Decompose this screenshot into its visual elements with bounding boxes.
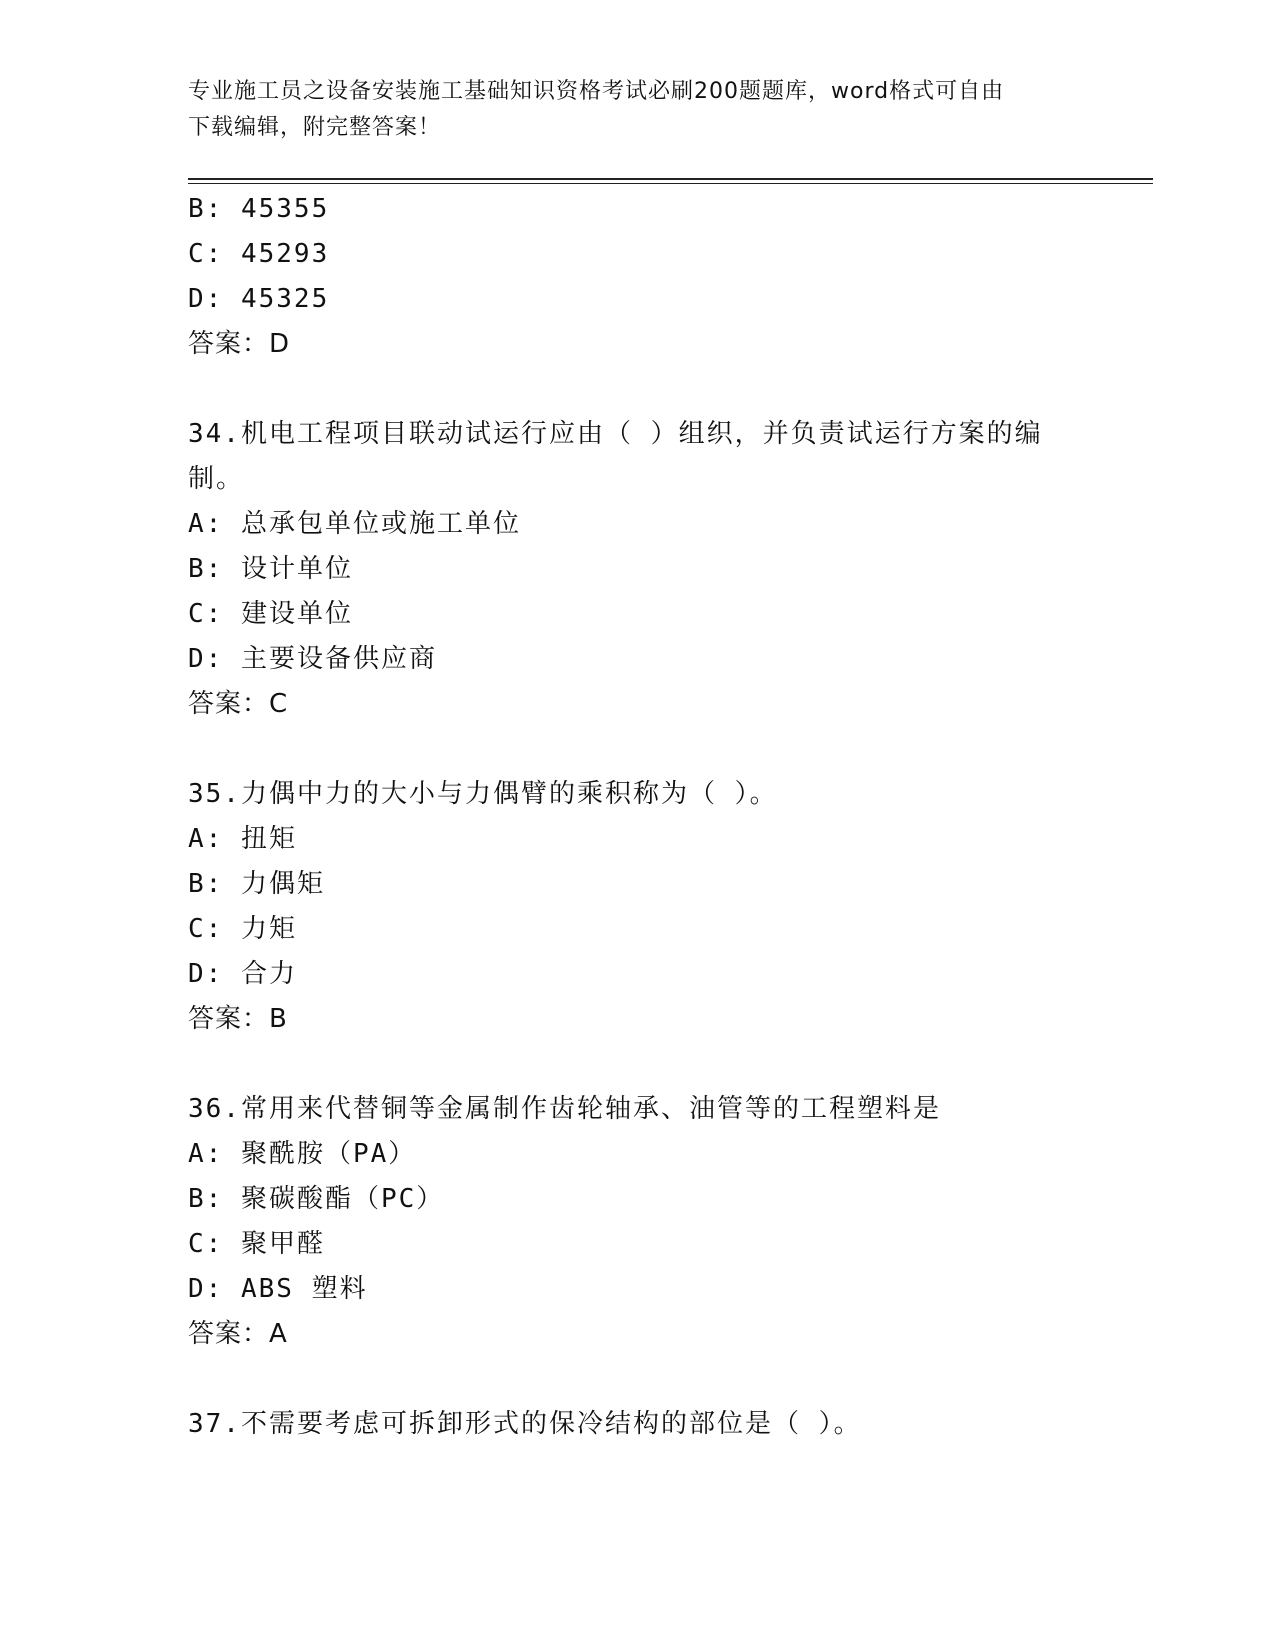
q36-option-a: A: 聚酰胺（PA） [188, 1139, 417, 1169]
q34-option-b: B: 设计单位 [188, 554, 353, 584]
header-line-2: 下载编辑，附完整答案！ [188, 115, 442, 140]
q34-option-d: D: 主要设备供应商 [188, 644, 437, 674]
q36-option-c: C: 聚甲醛 [188, 1229, 325, 1259]
prev-answer: 答案：D [188, 329, 291, 359]
q35-option-d: D: 合力 [188, 959, 297, 989]
q34-option-a: A: 总承包单位或施工单位 [188, 509, 521, 539]
q37-stem: 37.不需要考虑可拆卸形式的保冷结构的部位是（ ）。 [188, 1409, 862, 1439]
q35-option-b: B: 力偶矩 [188, 869, 325, 899]
q36-option-b: B: 聚碳酸酯（PC） [188, 1184, 445, 1214]
q35-answer: 答案：B [188, 1004, 288, 1034]
prev-option-c: C: 45293 [188, 239, 330, 269]
q34-stem-line2: 制。 [188, 464, 245, 494]
header-divider-bottom [188, 183, 1153, 184]
q34-answer: 答案：C [188, 689, 289, 719]
prev-option-d: D: 45325 [188, 284, 330, 314]
q36-answer: 答案：A [188, 1319, 288, 1349]
q34-option-c: C: 建设单位 [188, 599, 353, 629]
q35-stem: 35.力偶中力的大小与力偶臂的乘积称为（ ）。 [188, 779, 778, 809]
q35-option-c: C: 力矩 [188, 914, 297, 944]
q36-stem: 36.常用来代替铜等金属制作齿轮轴承、油管等的工程塑料是 [188, 1094, 941, 1124]
document-header [188, 74, 1088, 146]
q36-option-d: D: ABS 塑料 [188, 1274, 368, 1304]
header-divider-top [188, 178, 1153, 180]
header-line-1: 专业施工员之设备安装施工基础知识资格考试必刷200题题库，word格式可自由 [188, 79, 1005, 104]
prev-option-b: B: 45355 [188, 194, 330, 224]
q34-stem-line1: 34.机电工程项目联动试运行应由（ ）组织，并负责试运行方案的编 [188, 419, 1043, 449]
q35-option-a: A: 扭矩 [188, 824, 297, 854]
